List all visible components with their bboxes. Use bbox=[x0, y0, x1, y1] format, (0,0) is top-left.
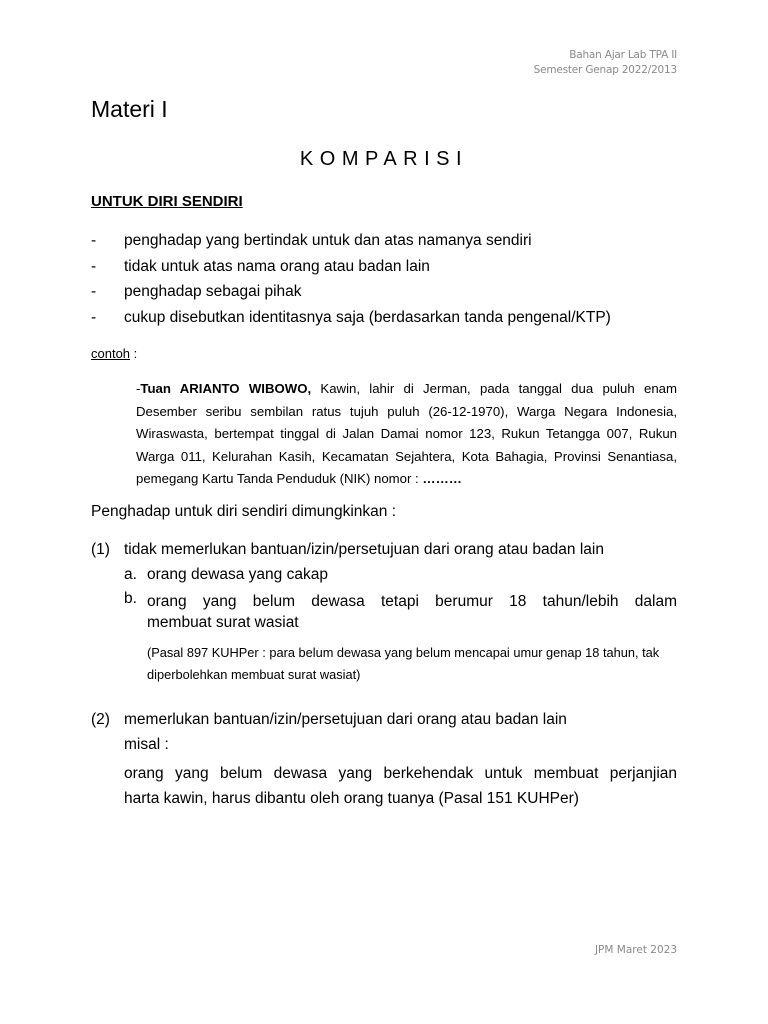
point-2-detail bbox=[124, 762, 677, 811]
section-label: Materi I bbox=[91, 96, 168, 122]
bullet-list bbox=[91, 230, 691, 332]
bullet-dash: - bbox=[91, 283, 97, 300]
pasal-note: (Pasal 897 KUHPer : para belum dewasa yang belum mencapai umur genap 18 tahun, tak diperbolehkan membuat surat wasiat) bbox=[147, 645, 660, 682]
example-name: Tuan ARIANTO WIBOWO, bbox=[140, 381, 312, 396]
point-1a-text: orang dewasa yang cakap bbox=[147, 566, 328, 583]
example-label bbox=[91, 346, 137, 361]
header-line-2: Semester Genap 2022/2013 bbox=[533, 64, 677, 76]
header-line-1: Bahan Ajar Lab TPA II bbox=[569, 49, 677, 61]
example-paragraph bbox=[136, 378, 677, 491]
example-dots: ……… bbox=[422, 471, 462, 487]
point-2-detail-line-1: orang yang belum dewasa yang berkehendak untuk membuat perjanjian bbox=[124, 765, 677, 782]
list-item-text: tidak untuk atas nama orang atau badan lain bbox=[124, 257, 430, 275]
list-item bbox=[91, 281, 691, 307]
intro-text: Penghadap untuk diri sendiri dimungkinkan : bbox=[91, 503, 397, 520]
example-label-word: contoh bbox=[91, 346, 131, 361]
bullet-dash: - bbox=[91, 257, 97, 275]
bullet-dash: - bbox=[91, 308, 97, 326]
point-1-text: tidak memerlukan bantuan/izin/persetujuan dari orang atau badan lain bbox=[124, 541, 604, 558]
example-label-colon: : bbox=[130, 346, 138, 361]
point-2-misal: misal : bbox=[124, 736, 169, 753]
point-2-number: (2) bbox=[91, 711, 110, 728]
page-header bbox=[534, 48, 677, 78]
page-footer: JPM Maret 2023 bbox=[594, 944, 677, 956]
list-item-text: penghadap yang bertindak untuk dan atas namanya sendiri bbox=[124, 232, 532, 249]
point-2-text: memerlukan bantuan/izin/persetujuan dari orang atau badan lain bbox=[124, 711, 567, 728]
point-1b-text-line-2: membuat surat wasiat bbox=[147, 614, 299, 631]
list-item bbox=[91, 256, 691, 282]
point-1b-label: b. bbox=[124, 590, 137, 607]
list-item-text: penghadap sebagai pihak bbox=[124, 283, 302, 300]
list-item-text: cukup disebutkan identitasnya saja (berdasarkan tanda pengenal/KTP) bbox=[124, 308, 611, 326]
page-title: KOMPARISI bbox=[299, 148, 469, 170]
bullet-dash: - bbox=[91, 232, 97, 249]
example-body: Kawin, lahir di Jerman, pada tanggal dua puluh enam Desember seribu sembilan ratus tujuh puluh (26-12-1970), Warga Negara Indonesia, Wiraswasta, bertempat tinggal di Jalan Damai nomor 123, Rukun Tetangga 007, Rukun Warga 011, Kelurahan Kasih, Kecamatan Sejahtera, Kota Bahagia, Provinsi Senantiasa, pemegang Kartu Tanda Penduduk (NIK) nomor : bbox=[136, 381, 678, 487]
point-1-number: (1) bbox=[91, 541, 110, 558]
example-prefix: - bbox=[136, 381, 141, 396]
list-item bbox=[91, 307, 691, 333]
point-1b-text-line-1: orang yang belum dewasa tetapi berumur 18 tahun/lebih dalam bbox=[147, 593, 677, 610]
list-item bbox=[91, 230, 691, 256]
subheading: UNTUK DIRI SENDIRI bbox=[91, 193, 243, 210]
point-2-detail-line-2: harta kawin, harus dibantu oleh orang tuanya (Pasal 151 KUHPer) bbox=[124, 789, 579, 807]
point-1a-label: a. bbox=[124, 566, 137, 583]
